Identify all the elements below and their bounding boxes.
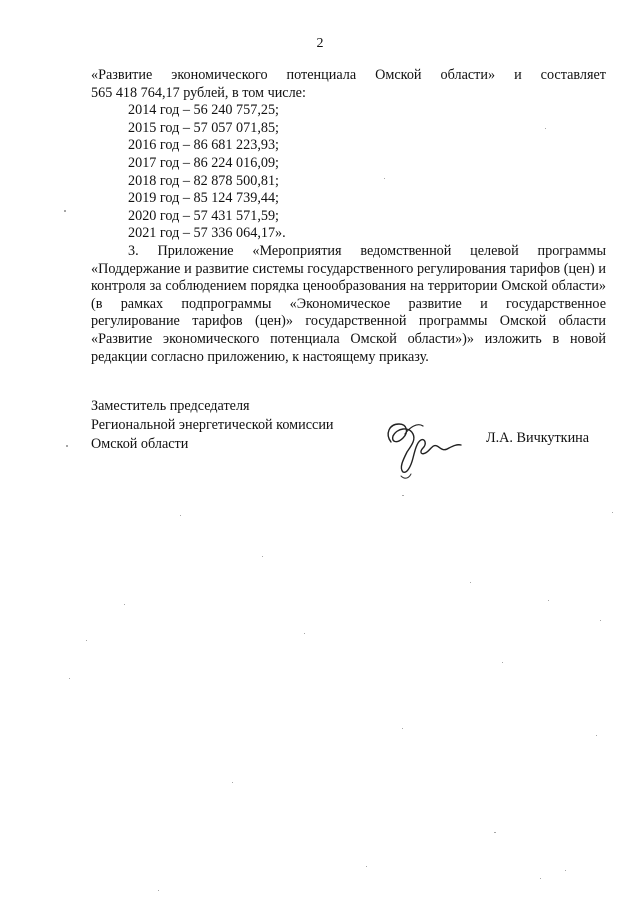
list-item: 2015 год – 57 057 071,85; — [128, 119, 279, 136]
list-item: 2018 год – 82 878 500,81; — [128, 172, 279, 189]
yearly-amounts-list — [91, 102, 606, 243]
list-item: 2019 год – 85 124 739,44; — [128, 190, 279, 207]
signatory-title-line: Региональной энергетической комиссии — [91, 417, 334, 433]
continued-paragraph — [91, 67, 606, 102]
signatory-title-line: Заместитель председателя — [91, 398, 250, 414]
list-item: 2017 год – 86 224 016,09; — [128, 154, 279, 171]
paragraph-line: 565 418 764,17 рублей, в том числе: — [91, 84, 306, 101]
signatory-name: Л.А. Вичкуткина — [486, 430, 590, 446]
page-number: 2 — [316, 36, 324, 51]
paragraph-line: «Развитие экономического потенциала Омской области» и составляет — [91, 67, 606, 83]
paragraph-3: 3. Приложение «Мероприятия ведомственной целевой программы «Поддержание и развитие системы государственного регулирования тарифов (цен) и контроля за соблюдением порядка ценообразования на территории Омской области» (в рамках подпрограммы «Экономическое развитие и государственное регулирование тарифов (цен)» государственной программы Омской области «Развитие экономического потенциала Омской области»)» изложить в новой редакции согласно приложению, к настоящему приказу. — [91, 242, 606, 365]
list-item: 2016 год – 86 681 223,93; — [128, 137, 279, 154]
list-item: 2014 год – 56 240 757,25; — [128, 102, 279, 119]
list-item: 2021 год – 57 336 064,17». — [128, 225, 286, 242]
list-item: 2020 год – 57 431 571,59; — [128, 207, 279, 224]
document-body — [91, 67, 606, 366]
handwritten-signature — [383, 412, 463, 482]
signatory-title-line: Омской области — [91, 436, 189, 452]
